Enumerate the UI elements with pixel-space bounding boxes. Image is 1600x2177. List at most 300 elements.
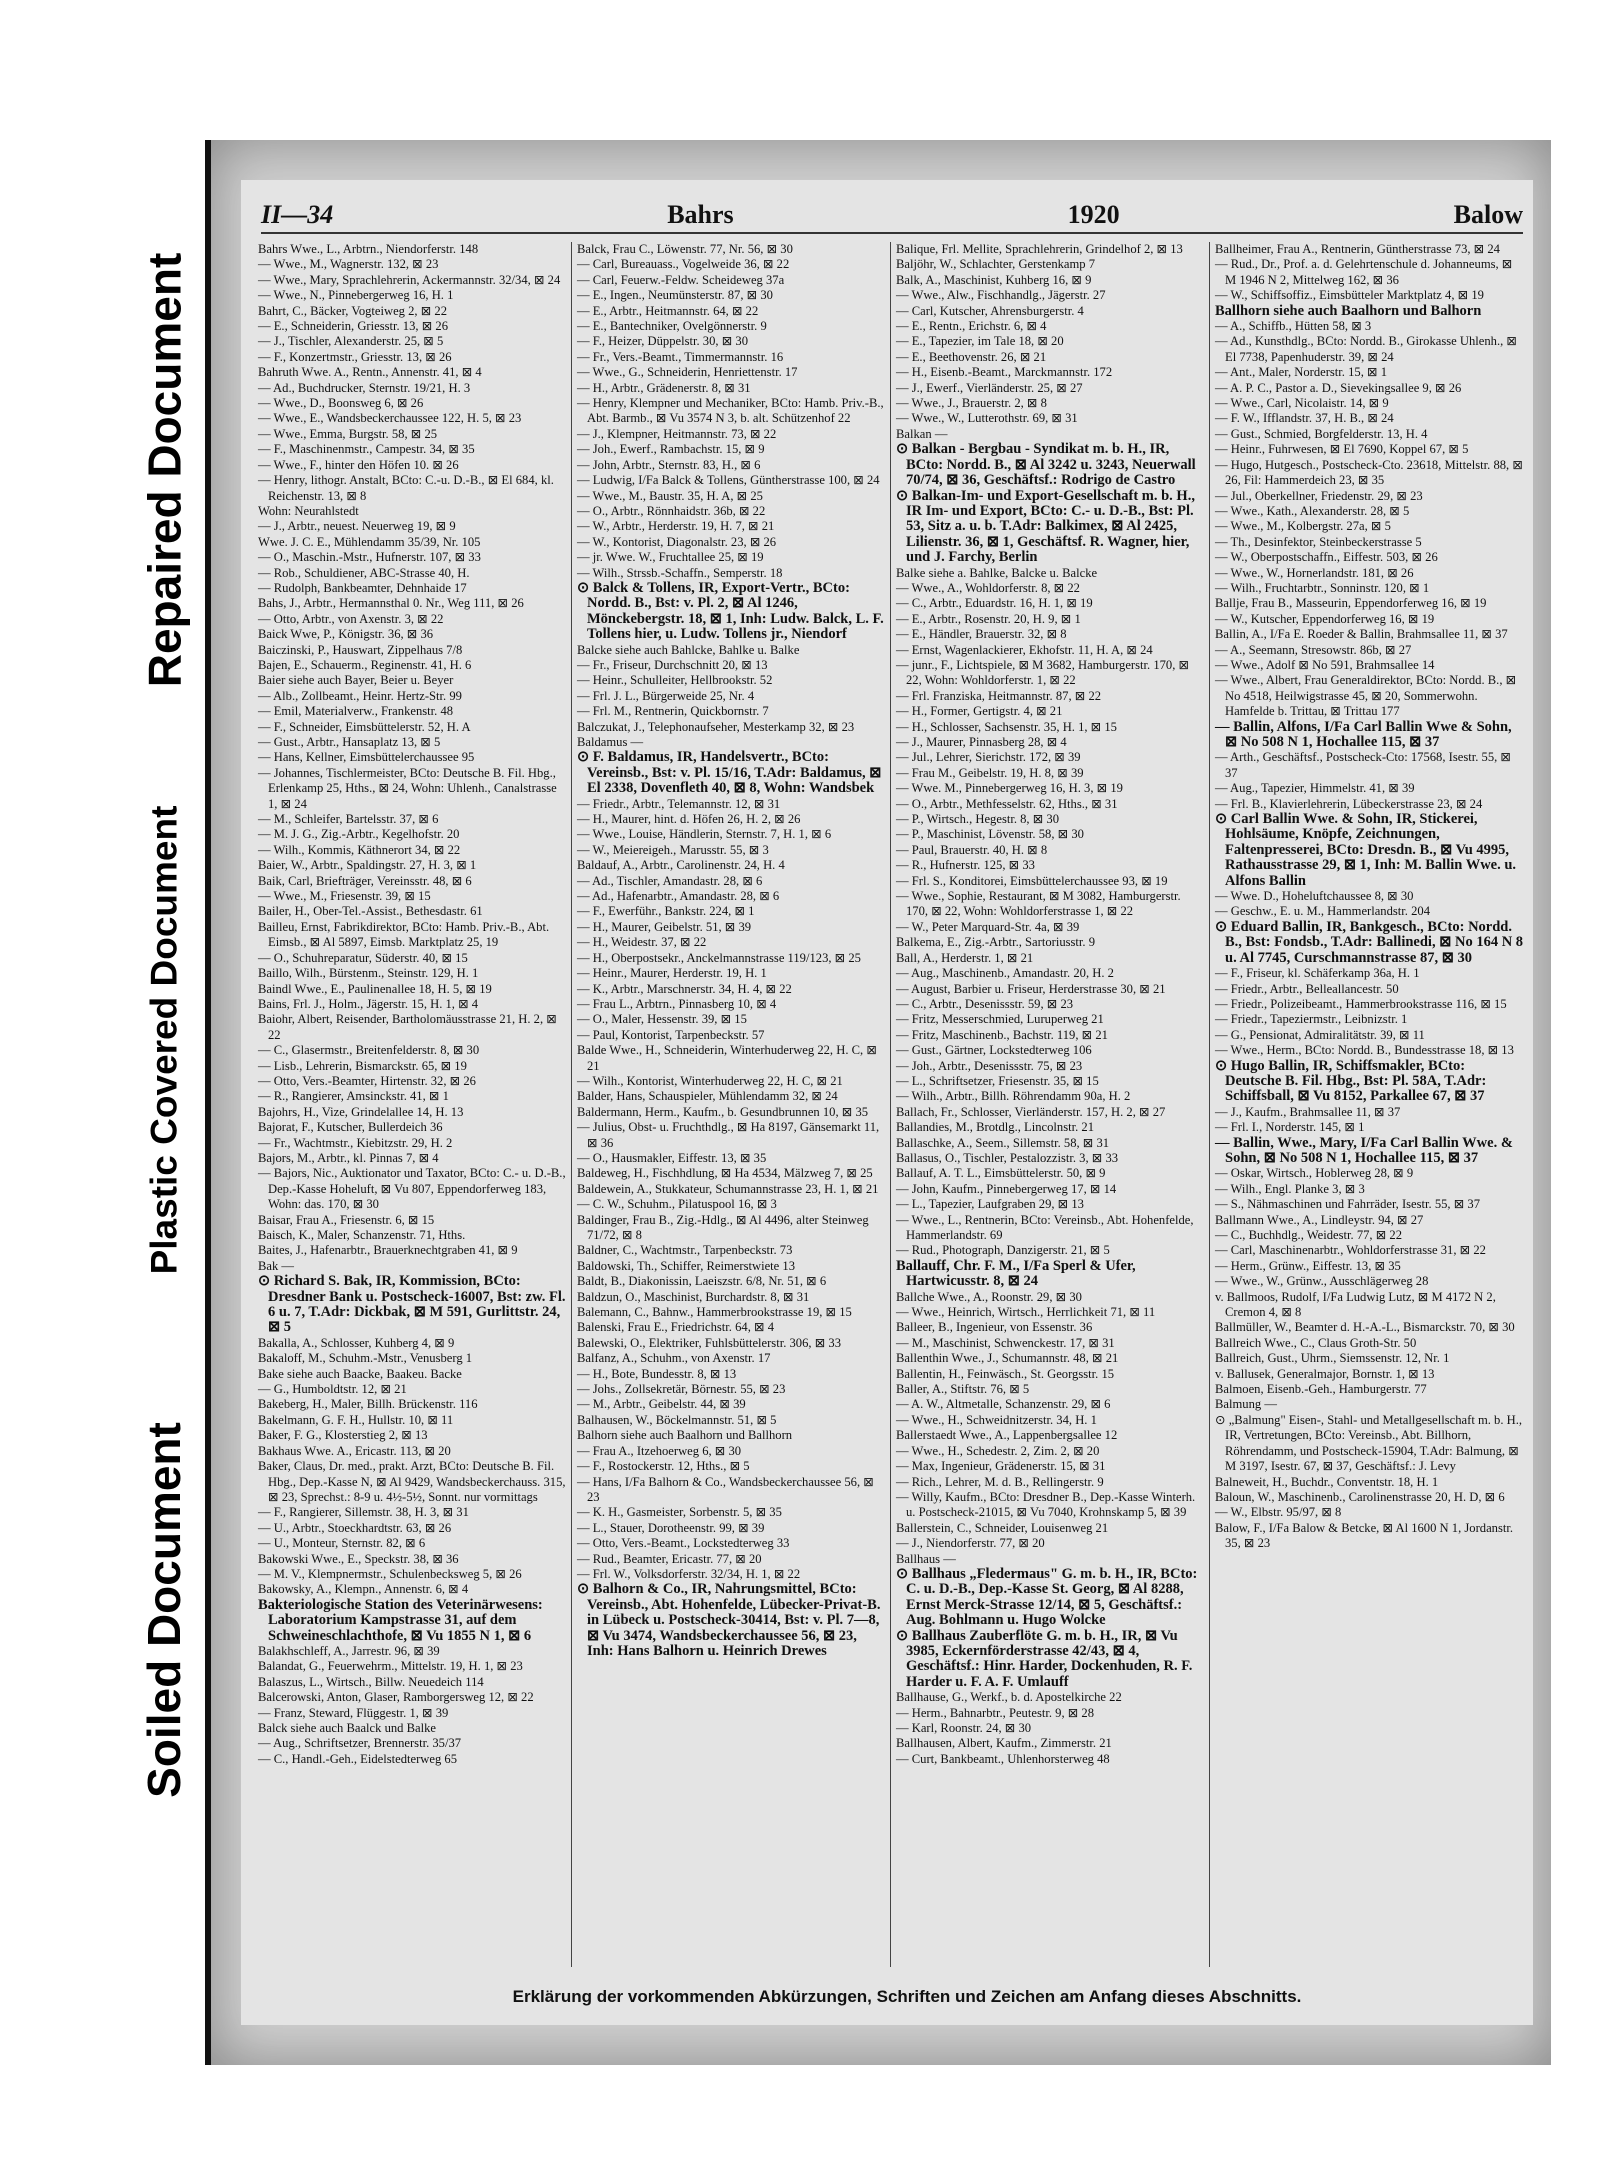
directory-entry: — M., Arbtr., Geibelstr. 44, ⊠ 39 [577, 1397, 746, 1412]
directory-entry: — Wwe., M., Kolbergstr. 27a, ⊠ 5 [1215, 519, 1391, 534]
directory-entry: — F., Rostockerstr. 12, Hths., ⊠ 5 [577, 1459, 750, 1474]
directory-entry: Baldner, C., Wachtmstr., Tarpenbeckstr. 73 [577, 1243, 793, 1258]
label-strip [118, 200, 210, 1880]
directory-entry: — Rob., Schuldiener, ABC-Strasse 40, H. [258, 565, 470, 580]
directory-entry: — Friedr., Polizeibeamt., Hammerbrookstrasse 116, ⊠ 15 [1215, 996, 1507, 1011]
directory-entry: Balde Wwe., H., Schneiderin, Winterhuderweg 22, H. C, ⊠ 21 [577, 1043, 877, 1073]
directory-entry: Bahrt, C., Bäcker, Vogteiweg 2, ⊠ 22 [258, 303, 448, 318]
directory-entry: — Rud., Dr., Prof. a. d. Gelehrtenschule d. Johanneums, ⊠ M 1946 N 2, Mittelweg 162, ⊠ 36 [1215, 257, 1513, 287]
directory-entry: — Ad., Kunsthdlg., BCto: Nordd. B., Girokasse Uhlenh., ⊠ El 7738, Papenhuderstr. 39, ⊠ 24 [1215, 334, 1517, 364]
directory-entry: Baldewein, A., Stukkateur, Schumannstrasse 23, H. 1, ⊠ 21 [577, 1181, 879, 1196]
directory-entry: — Wilh., Kontorist, Winterhuderweg 22, H. C, ⊠ 21 [577, 1073, 843, 1088]
directory-entry: Balenski, Frau E., Friedrichstr. 64, ⊠ 4 [577, 1320, 774, 1335]
directory-entry: — M. V., Klempnermstr., Schulenbecksweg 5, ⊠ 26 [258, 1566, 522, 1581]
directory-entry: Ballach, Fr., Schlosser, Vierländerstr. 157, H. 2, ⊠ 27 [896, 1104, 1166, 1119]
directory-entry: — Emil, Materialverw., Frankenstr. 48 [258, 704, 454, 719]
directory-entry: — W., Peter Marquard-Str. 4a, ⊠ 39 [896, 919, 1080, 934]
directory-entry: ⊙ F. Baldamus, IR, Handelsvertr., BCto: Vereinsb., Bst: v. Pl. 15/16, T.Adr: Baldamus, ⊠ El 2338, Dovenfleth 40, ⊠ 8, Wohn: Wandsbek [577, 749, 882, 797]
directory-entry: — Wwe., Louise, Händlerin, Sternstr. 7, H. 1, ⊠ 6 [577, 827, 832, 842]
directory-entry: — Ernst, Wagenlackierer, Ekhofstr. 11, H. A, ⊠ 24 [896, 642, 1153, 657]
directory-entry: — Arth., Geschäftsf., Postscheck-Cto: 17568, Isestr. 55, ⊠ 37 [1215, 750, 1511, 780]
directory-entry: — Wwe., E., Wandsbeckerchaussee 122, H. 5, ⊠ 23 [258, 411, 522, 426]
directory-entry: — Ad., Hafenarbtr., Amandastr. 28, ⊠ 6 [577, 889, 780, 904]
directory-entry: — J., Klempner, Heitmannstr. 73, ⊠ 22 [577, 426, 777, 441]
directory-entry: — John, Kaufm., Pinnebergerweg 17, ⊠ 14 [896, 1181, 1117, 1196]
directory-entry: Balewski, O., Elektriker, Fuhlsbüttelerstr. 306, ⊠ 33 [577, 1335, 841, 1350]
directory-entry: — Wwe., A., Wohldorferstr. 8, ⊠ 22 [896, 580, 1080, 595]
directory-entry: — Karl, Roonstr. 24, ⊠ 30 [896, 1721, 1032, 1735]
directory-entry: — C., Arbtr., Desenissstr. 59, ⊠ 23 [896, 996, 1074, 1011]
directory-entry: — W., Kontorist, Diagonalstr. 23, ⊠ 26 [577, 534, 777, 549]
directory-entry: Bailer, H., Ober-Tel.-Assist., Bethesdastr. 61 [258, 904, 483, 919]
directory-entry: — August, Barbier u. Friseur, Herderstrasse 30, ⊠ 21 [896, 981, 1166, 996]
directory-entry: v. Ballusek, Generalmajor, Bornstr. 1, ⊠ 13 [1215, 1366, 1435, 1381]
directory-entry: Bakaloff, M., Schuhm.-Mstr., Venusberg 1 [258, 1351, 473, 1366]
header-right-word: Balow [1453, 200, 1523, 229]
directory-entry: — Rudolph, Bankbeamter, Dehnhaide 17 [258, 580, 467, 595]
directory-entry: — Carl, Kutscher, Ahrensburgerstr. 4 [896, 303, 1084, 318]
directory-entry: — Friedr., Arbtr., Telemannstr. 12, ⊠ 31 [577, 796, 781, 811]
directory-entry: — J., Tischler, Alexanderstr. 25, ⊠ 5 [258, 334, 444, 349]
directory-entry: — Hans, Kellner, Eimsbüttelerchaussee 95 [258, 750, 475, 765]
directory-entry: Baller, A., Stiftstr. 76, ⊠ 5 [896, 1382, 1030, 1397]
directory-entry: Bajorat, F., Kutscher, Bullerdeich 36 [258, 1120, 443, 1135]
directory-entry: — Franz, Steward, Flüggestr. 1, ⊠ 39 [258, 1705, 449, 1720]
directory-entry: — Wilh., Strssb.-Schaffn., Semperstr. 18 [577, 565, 783, 580]
directory-entry: Balow, F., I/Fa Balow & Betcke, ⊠ Al 1600 N 1, Jordanstr. 35, ⊠ 23 [1215, 1520, 1514, 1551]
soiled-document-label: Soiled Document [138, 1422, 190, 1798]
directory-entry: — O., Schuhreparatur, Süderstr. 40, ⊠ 15 [258, 950, 468, 965]
directory-entry: Baldermann, Herm., Kaufm., b. Gesundbrunnen 10, ⊠ 35 [577, 1104, 869, 1119]
directory-entry: — Wwe. M., Pinnebergerweg 16, H. 3, ⊠ 19 [896, 781, 1123, 796]
directory-entry: Bakhaus Wwe. A., Ericastr. 113, ⊠ 20 [258, 1443, 451, 1458]
directory-entry: — Aug., Maschinenb., Amandastr. 20, H. 2 [896, 966, 1114, 981]
directory-entry: — Ad., Tischler, Amandastr. 28, ⊠ 6 [577, 873, 763, 888]
directory-entry: — Willy, Kaufm., BCto: Dresdner B., Dep.-Kasse Winterh. u. Postscheck-21015, ⊠ Vu 7040, Krohnskamp 5, ⊠ 39 [896, 1489, 1196, 1520]
directory-entry: — Aug., Schriftsetzer, Brennerstr. 35/37 [258, 1736, 462, 1751]
directory-entry: — Alb., Zollbeamt., Heinr. Hertz-Str. 99 [258, 688, 462, 703]
directory-entry: — C. W., Schuhm., Pilatuspool 16, ⊠ 3 [577, 1197, 777, 1212]
directory-column-1 [253, 242, 572, 1967]
directory-entry: — F., Schneider, Eimsbüttelerstr. 52, H. A [258, 719, 471, 734]
abbreviation-note: Erklärung der vorkommenden Abkürzungen, Schriften und Zeichen am Anfang dieses Abschnitts. [512, 1987, 1302, 2006]
directory-entry: — Julius, Obst- u. Fruchthdlg., ⊠ Ha 8197, Gänsemarkt 11, ⊠ 36 [577, 1120, 880, 1150]
directory-entry: — Wwe., L., Rentnerin, BCto: Vereinsb., Abt. Hohenfelde, Hammerlandstr. 69 [896, 1212, 1194, 1242]
directory-entry: — O., Arbtr., Methfesselstr. 62, Hths., ⊠ 31 [896, 796, 1118, 811]
directory-entry: — L., Tapezier, Laufgraben 29, ⊠ 13 [896, 1197, 1084, 1212]
directory-entry: — Wwe., Albert, Frau Generaldirektor, BCto: Nordd. B., ⊠ No 4518, Heilwigstrasse 45, ⊠ 20, Sommerwohn. Hamfelde b. Trittau, ⊠ Trittau 177 [1215, 673, 1517, 719]
directory-entry: — Ballin, Wwe., Mary, I/Fa Carl Ballin Wwe. & Sohn, ⊠ No 508 N 1, Hochallee 115, ⊠ 37 [1215, 1134, 1513, 1166]
directory-entry: Bakteriologische Station des Veterinärwesens: Laboratorium Kampstrasse 31, auf dem Schweineschlachthofe, ⊠ Vu 1855 N 1, ⊠ 6 [258, 1596, 543, 1644]
page-code: II—34 [261, 200, 334, 229]
directory-entry: — R., Hufnerstr. 125, ⊠ 33 [896, 858, 1035, 873]
directory-entry: Ballche Wwe., A., Roonstr. 29, ⊠ 30 [896, 1289, 1082, 1304]
directory-entry: — F., Rangierer, Sillemstr. 38, H. 3, ⊠ 31 [258, 1505, 469, 1520]
directory-entry: — Fritz, Messerschmied, Luruperweg 21 [896, 1012, 1104, 1027]
directory-entry: — Friedr., Arbtr., Belleallancestr. 50 [1215, 981, 1399, 996]
directory-entry: Balaszus, L., Wirtsch., Billw. Neuedeich 114 [258, 1674, 484, 1689]
directory-entry: — U., Monteur, Sternstr. 82, ⊠ 6 [258, 1536, 426, 1551]
directory-entry: Balemann, C., Bahnw., Hammerbrookstrasse 19, ⊠ 15 [577, 1305, 852, 1320]
directory-entry: Baiohr, Albert, Reisender, Bartholomäusstrasse 21, H. 2, ⊠ 22 [258, 1012, 557, 1042]
directory-entry: Balck, Frau C., Löwenstr. 77, Nr. 56, ⊠ 30 [577, 242, 793, 256]
header-year: 1920 [1067, 200, 1120, 229]
directory-entry: — Frl. M., Rentnerin, Quickbornstr. 7 [577, 704, 769, 719]
directory-entry: Bajors, M., Arbtr., kl. Pinnas 7, ⊠ 4 [258, 1150, 439, 1165]
directory-entry: — G., Pensionat, Admiralitätstr. 39, ⊠ 11 [1215, 1027, 1425, 1042]
directory-entry: Bakeberg, H., Maler, Billh. Brückenstr. 116 [258, 1397, 478, 1412]
directory-entry: — Otto, Arbtr., von Axenstr. 3, ⊠ 22 [258, 611, 444, 626]
directory-entry: Baier siehe auch Bayer, Beier u. Beyer [258, 673, 454, 688]
directory-entry: Ballandies, M., Brotdlg., Lincolnstr. 21 [896, 1120, 1094, 1135]
directory-entry: Ballauff, Chr. F. M., I/Fa Sperl & Ufer, Hartwicusstr. 8, ⊠ 24 [896, 1257, 1136, 1290]
directory-entry: Ballhausen, Albert, Kaufm., Zimmerstr. 21 [896, 1736, 1112, 1751]
directory-entry: Baldamus — [577, 735, 644, 749]
directory-entry: Ballmüller, W., Beamter d. H.-A.-L., Bismarckstr. 70, ⊠ 30 [1215, 1320, 1515, 1335]
directory-entry: — J., Kaufm., Brahmsallee 11, ⊠ 37 [1215, 1104, 1401, 1119]
directory-entry: — Wwe., W., Lutterothstr. 69, ⊠ 31 [896, 411, 1078, 426]
directory-entry: Bahrs Wwe., L., Arbtrn., Niendorferstr. 148 [258, 242, 479, 256]
directory-entry: — junr., F., Lichtspiele, ⊠ M 3682, Hamburgerstr. 170, ⊠ 22, Wohn: Wohldorferstr. 1, ⊠ 22 [896, 657, 1190, 688]
directory-entry: — Carl, Maschinenarbtr., Wohldorferstrasse 31, ⊠ 22 [1215, 1243, 1486, 1258]
directory-entry: — C., Handl.-Geh., Eidelstedterweg 65 [258, 1751, 458, 1766]
directory-entry: — Wwe., Mary, Sprachlehrerin, Ackermannstr. 32/34, ⊠ 24 [258, 272, 561, 287]
directory-entry: — H., Oberpostsekr., Anckelmannstrasse 119/123, ⊠ 25 [577, 950, 861, 965]
directory-entry: Balhausen, W., Böckelmannstr. 51, ⊠ 5 [577, 1412, 777, 1427]
directory-entry: — Frl. I., Norderstr. 145, ⊠ 1 [1215, 1120, 1365, 1135]
directory-entry: Baldauf, A., Arbtr., Carolinenstr. 24, H. 4 [577, 858, 785, 873]
directory-entry: — Wilh., Engl. Planke 3, ⊠ 3 [1215, 1181, 1365, 1196]
directory-entry: — Wilh., Kommis, Käthnerort 34, ⊠ 22 [258, 842, 461, 857]
directory-entry: — Wwe., Kath., Alexanderstr. 28, ⊠ 5 [1215, 503, 1410, 518]
directory-entry: Baisch, K., Maler, Schanzenstr. 71, Hths. [258, 1228, 466, 1242]
directory-entry: — G., Humboldtstr. 12, ⊠ 21 [258, 1382, 407, 1397]
directory-entry: — F., Konzertmstr., Griesstr. 13, ⊠ 26 [258, 349, 452, 364]
directory-entry: Ballreich Wwe., C., Claus Groth-Str. 50 [1215, 1335, 1417, 1350]
directory-entry: Ballaschke, A., Seem., Sillemstr. 58, ⊠ 31 [896, 1135, 1110, 1150]
directory-entry: — Wwe., Sophie, Restaurant, ⊠ M 3082, Hamburgerstr. 170, ⊠ 22, Wohn: Wohldorferstrasse 1, ⊠ 22 [896, 889, 1181, 919]
directory-entry: — Gust., Schmied, Borgfelderstr. 13, H. 4 [1215, 426, 1428, 441]
directory-entry: — Johannes, Tischlermeister, BCto: Deutsche B. Fil. Hbg., Erlenkamp 25, Hths., ⊠ 24, Wohn: Uhlenh., Canalstrasse 1, ⊠ 24 [258, 765, 557, 811]
directory-entry: ⊙ Richard S. Bak, IR, Kommission, BCto: Dresdner Bank u. Postscheck-16007, Bst: zw. Fl. 6 u. 7, T.Adr: Dickbak, ⊠ M 591, Gurlittstr. 24, ⊠ 5 [258, 1273, 566, 1336]
directory-entry: — J., Arbtr., neuest. Neuerweg 19, ⊠ 9 [258, 519, 456, 534]
directory-entry: Ballmann Wwe., A., Lindleystr. 94, ⊠ 27 [1215, 1212, 1424, 1227]
directory-entry: — E., Beethovenstr. 26, ⊠ 21 [896, 349, 1047, 364]
directory-entry: — jr. Wwe. W., Fruchtallee 25, ⊠ 19 [577, 550, 764, 565]
directory-columns [253, 242, 1529, 1967]
directory-entry: — F., Heizer, Düppelstr. 30, ⊠ 30 [577, 334, 748, 349]
directory-entry: — Henry, lithogr. Anstalt, BCto: C.-u. D.-B., ⊠ El 684, kl. Reichenstr. 13, ⊠ 8 [258, 473, 554, 503]
directory-entry: Bailleu, Ernst, Fabrikdirektor, BCto: Hamb. Priv.-B., Abt. Eimsb., ⊠ Al 5897, Eimsb. Marktplatz 25, 19 [258, 919, 550, 950]
directory-entry: — Wwe., F., hinter den Höfen 10. ⊠ 26 [258, 457, 459, 472]
directory-entry: — E., Rentn., Erichstr. 6, ⊠ 4 [896, 319, 1047, 334]
directory-entry: Bake siehe auch Baacke, Baakeu. Backe [258, 1366, 462, 1381]
directory-entry: — Fr., Friseur, Durchschnitt 20, ⊠ 13 [577, 657, 768, 672]
directory-entry: ⊙ Ballhaus „Fledermaus" G. m. b. H., IR, BCto: C. u. D.-B., Dep.-Kasse St. Georg, ⊠ Al 8288, Ernst Merck-Strasse 12/14, ⊠ 5, Geschäftsf.: Aug. Bohlmann u. Hugo Wolcke [896, 1565, 1198, 1629]
directory-entry: — Geschw., E. u. M., Hammerlandstr. 204 [1215, 904, 1430, 919]
directory-entry: — J., Maurer, Pinnasberg 28, ⊠ 4 [896, 735, 1067, 749]
directory-entry: Balmoen, Eisenb.-Geh., Hamburgerstr. 77 [1215, 1382, 1427, 1397]
directory-entry: — Th., Desinfektor, Steinbeckerstrasse 5 [1215, 534, 1422, 549]
directory-entry: Baldeweg, H., Fischhdlung, ⊠ Ha 4534, Mälzweg 7, ⊠ 25 [577, 1166, 873, 1181]
directory-entry: Wohn: Neurahlstedt [258, 503, 359, 518]
directory-entry: Balandat, G., Feuerwehrm., Mittelstr. 19, H. 1, ⊠ 23 [258, 1659, 523, 1674]
directory-entry: — Wwe., W., Hornerlandstr. 181, ⊠ 26 [1215, 565, 1414, 580]
directory-entry: — Wwe., M., Friesenstr. 39, ⊠ 15 [258, 889, 431, 904]
directory-entry: Bakowsky, A., Klempn., Annenstr. 6, ⊠ 4 [258, 1582, 469, 1597]
plastic-covered-document-label: Plastic Covered Document [143, 805, 184, 1275]
directory-entry: — Rich., Lehrer, M. d. B., Rellingerstr. 9 [896, 1474, 1104, 1489]
directory-entry: — O., Hausmakler, Eiffestr. 13, ⊠ 35 [577, 1150, 767, 1165]
directory-entry: — Frl. B., Klavierlehrerin, Lübeckerstrasse 23, ⊠ 24 [1215, 796, 1483, 811]
directory-entry: — M. J. G., Zig.-Arbtr., Kegelhofstr. 20 [258, 827, 460, 842]
directory-entry: — U., Arbtr., Stoeckhardtstr. 63, ⊠ 26 [258, 1520, 452, 1535]
directory-entry: — Paul, Brauerstr. 40, H. ⊠ 8 [896, 842, 1048, 857]
directory-entry: — Rud., Beamter, Ericastr. 77, ⊠ 20 [577, 1551, 762, 1566]
directory-entry: — Wwe., Heinrich, Wirtsch., Herrlichkeit 71, ⊠ 11 [896, 1305, 1156, 1320]
directory-entry: — Wwe., D., Boonsweg 6, ⊠ 26 [258, 396, 424, 411]
directory-entry: — O., Maler, Hessenstr. 39, ⊠ 15 [577, 1012, 747, 1027]
directory-entry: — Frl. S., Konditorei, Eimsbüttelerchaussee 93, ⊠ 19 [896, 873, 1168, 888]
directory-entry: Balfanz, A., Schuhm., von Axenstr. 17 [577, 1351, 771, 1366]
directory-entry: — Wwe., G., Schneiderin, Henriettenstr. 17 [577, 365, 798, 380]
directory-entry: — Max, Ingenieur, Grädenerstr. 15, ⊠ 31 [896, 1459, 1106, 1474]
directory-entry: — Oskar, Wirtsch., Hoblerweg 28, ⊠ 9 [1215, 1166, 1414, 1181]
directory-entry: — H., Maurer, hint. d. Höfen 26, H. 2, ⊠ 26 [577, 812, 801, 827]
directory-entry: — Heinr., Maurer, Herderstr. 19, H. 1 [577, 966, 767, 981]
directory-entry: Bahruth Wwe. A., Rentn., Annenstr. 41, ⊠ 4 [258, 365, 482, 380]
directory-entry: Baites, J., Hafenarbtr., Brauerknechtgraben 41, ⊠ 9 [258, 1243, 518, 1258]
directory-entry: Baik, Carl, Briefträger, Vereinsstr. 48, ⊠ 6 [258, 873, 472, 888]
directory-entry: Ballauf, A. T. L., Eimsbüttelerstr. 50, ⊠ 9 [896, 1166, 1106, 1181]
directory-entry: Bakelmann, G. F. H., Hullstr. 10, ⊠ 11 [258, 1412, 454, 1427]
directory-entry: ⊙ Balck & Tollens, IR, Export-Vertr., BCto: Nordd. B., Bst: v. Pl. 2, ⊠ Al 1246, Mönckebergstr. 18, ⊠ 1, Inh: Ludw. Balck, L. F. Tollens hier, u. Ludw. Tollens jr., Niendorf [577, 579, 884, 643]
directory-entry: — O., Arbtr., Rönnhaidstr. 36b, ⊠ 22 [577, 503, 766, 518]
directory-entry: — Wwe., Adolf ⊠ No 591, Brahmsallee 14 [1215, 657, 1435, 672]
directory-entry: Wwe. J. C. E., Mühlendamm 35/39, Nr. 105 [258, 534, 481, 549]
directory-entry: Ballhaus — [896, 1551, 956, 1566]
directory-entry: Balcke siehe auch Bahlcke, Bahlke u. Balke [577, 642, 800, 657]
directory-entry: Balkan — [896, 426, 948, 441]
directory-entry: Baldzun, O., Maschinist, Burchardstr. 8, ⊠ 31 [577, 1289, 810, 1304]
directory-entry: — E., Händler, Brauerstr. 32, ⊠ 8 [896, 627, 1067, 642]
directory-entry: — O., Maschin.-Mstr., Hufnerstr. 107, ⊠ 33 [258, 550, 481, 565]
directory-entry: — Wwe. D., Hoheluftchaussee 8, ⊠ 30 [1215, 889, 1414, 904]
directory-entry: — Curt, Bankbeamt., Uhlenhorsterweg 48 [896, 1751, 1110, 1766]
directory-entry: — J., Ewerf., Vierländerstr. 25, ⊠ 27 [896, 380, 1083, 395]
directory-entry: — A. P. C., Pastor a. D., Sievekingsallee 9, ⊠ 26 [1215, 380, 1462, 395]
directory-entry: — Wilh., Arbtr., Billh. Röhrendamm 90a, H. 2 [896, 1089, 1131, 1104]
directory-entry: Balleer, B., Ingenieur, von Essenstr. 36 [896, 1320, 1093, 1335]
directory-entry: — E., Ingen., Neumünsterstr. 87, ⊠ 30 [577, 288, 773, 303]
directory-entry: — Jul., Oberkellner, Friedenstr. 29, ⊠ 23 [1215, 488, 1423, 503]
directory-entry: Ballasus, O., Tischler, Pestalozzistr. 3, ⊠ 33 [896, 1150, 1119, 1165]
directory-entry: — Lisb., Lehrerin, Bismarckstr. 65, ⊠ 19 [258, 1058, 467, 1073]
directory-entry: Ballhorn siehe auch Baalhorn und Balhorn [1215, 302, 1482, 319]
directory-column-2 [572, 242, 891, 1967]
directory-entry: — S., Nähmaschinen und Fahrräder, Isestr. 55, ⊠ 37 [1215, 1197, 1481, 1212]
directory-entry: — Wwe., J., Brauerstr. 2, ⊠ 8 [896, 396, 1047, 411]
header-left-word: Bahrs [667, 200, 734, 229]
directory-entry: ⊙ Carl Ballin Wwe. & Sohn, IR, Stickerei, Hohlsäume, Knöpfe, Zeichnungen, Faltenpresserei, BCto: Dresdn. B., ⊠ Vu 4995, Rathausstrasse 29, ⊠ 1, Inh: M. Ballin Wwe. u. Alfons Ballin [1215, 811, 1517, 889]
directory-entry: — Bajors, Nic., Auktionator und Taxator, BCto: C.- u. D.-B., Dep.-Kasse Hoheluft, ⊠ Vu 807, Eppendorferweg 183, Wohn: das. 170, ⊠ 30 [258, 1166, 566, 1212]
directory-entry: — Joh., Arbtr., Desenissstr. 75, ⊠ 23 [896, 1058, 1083, 1073]
directory-entry: ⊙ Hugo Ballin, IR, Schiffsmakler, BCto: Deutsche B. Fil. Hbg., Bst: Pl. 58A, T.Adr: Schiffsball, ⊠ Vu 8152, Parkallee 67, ⊠ 37 [1215, 1057, 1487, 1105]
directory-entry: — Fr., Vers.-Beamt., Timmermannstr. 16 [577, 349, 784, 364]
directory-entry: — Wwe., Herm., BCto: Nordd. B., Bundesstrasse 18, ⊠ 13 [1215, 1043, 1514, 1058]
directory-entry: — Wwe., H., Schedestr. 2, Zim. 2, ⊠ 20 [896, 1443, 1100, 1458]
directory-entry: — Rud., Photograph, Danzigerstr. 21, ⊠ 5 [896, 1243, 1110, 1258]
directory-entry: Balcerowski, Anton, Glaser, Ramborgersweg 12, ⊠ 22 [258, 1690, 534, 1705]
directory-entry: — Aug., Tapezier, Himmelstr. 41, ⊠ 39 [1215, 781, 1415, 796]
directory-entry: — Fr., Wachtmstr., Kiebitzstr. 29, H. 2 [258, 1135, 453, 1150]
directory-entry: Baick Wwe, P., Königstr. 36, ⊠ 36 [258, 627, 434, 642]
directory-entry: — Ludwig, I/Fa Balck & Tollens, Güntherstrasse 100, ⊠ 24 [577, 473, 880, 488]
scanned-page [205, 140, 1551, 2065]
directory-entry: — Frl. Franziska, Heitmannstr. 87, ⊠ 22 [896, 688, 1102, 703]
directory-entry: — L., Schriftsetzer, Friesenstr. 35, ⊠ 15 [896, 1073, 1099, 1088]
directory-entry: Ballhause, G., Werkf., b. d. Apostelkirche 22 [896, 1690, 1122, 1705]
directory-entry: — F. W., Ifflandstr. 37, H. B., ⊠ 24 [1215, 411, 1394, 426]
directory-entry: — Ad., Buchdrucker, Sternstr. 19/21, H. 3 [258, 380, 471, 395]
directory-entry: Ballje, Frau B., Masseurin, Eppendorferweg 16, ⊠ 19 [1215, 596, 1487, 611]
directory-entry: ⊙ Eduard Ballin, IR, Bankgesch., BCto: Nordd. B., Bst: Fondsb., T.Adr: Ballinedi, ⊠ No 164 N 8 u. Al 7745, Curschmannstrasse 87, ⊠ 30 [1215, 918, 1524, 966]
directory-entry: — H., Weidestr. 37, ⊠ 22 [577, 935, 707, 950]
directory-entry: — Wwe., Carl, Nicolaistr. 14, ⊠ 9 [1215, 396, 1389, 411]
directory-entry: — Wwe., M., Baustr. 35, H. A, ⊠ 25 [577, 488, 763, 503]
directory-entry: — Jul., Lehrer, Sierichstr. 172, ⊠ 39 [896, 750, 1081, 765]
directory-entry: — Ant., Maler, Norderstr. 15, ⊠ 1 [1215, 365, 1387, 380]
directory-entry: — W., Kutscher, Eppendorferweg 16, ⊠ 19 [1215, 611, 1435, 626]
directory-entry: — H., Maurer, Geibelstr. 51, ⊠ 39 [577, 919, 752, 934]
directory-entry: — M., Schleifer, Bartelsstr. 37, ⊠ 6 [258, 812, 439, 827]
directory-entry: — Frl. W., Volksdorferstr. 32/34, H. 1, ⊠ 22 [577, 1566, 801, 1581]
directory-entry: — W., Meiereigeh., Marusstr. 55, ⊠ 3 [577, 842, 769, 857]
directory-entry: Baldinger, Frau B., Zig.-Hdlg., ⊠ Al 4496, alter Steinweg 71/72, ⊠ 8 [577, 1212, 869, 1242]
directory-entry: — Heinr., Schulleiter, Hellbrookstr. 52 [577, 673, 773, 688]
directory-entry: — W., Arbtr., Herderstr. 19, H. 7, ⊠ 21 [577, 519, 775, 534]
directory-entry: Balakhschleff, A., Jarrestr. 96, ⊠ 39 [258, 1643, 440, 1658]
directory-entry: — E., Bantechniker, Ovelgönnerstr. 9 [577, 319, 767, 334]
directory-entry: — Herm., Grünw., Eiffestr. 13, ⊠ 35 [1215, 1258, 1401, 1273]
directory-entry: Bains, Frl. J., Holm., Jägerstr. 15, H. 1, ⊠ 4 [258, 996, 479, 1011]
page-body [241, 180, 1533, 2025]
directory-entry: Balke siehe a. Bahlke, Balcke u. Balcke [896, 565, 1098, 580]
directory-entry: Balck siehe auch Baalck und Balke [258, 1721, 436, 1735]
directory-entry: — Frau A., Itzehoerweg 6, ⊠ 30 [577, 1443, 742, 1458]
directory-entry: — Gust., Gärtner, Lockstedterweg 106 [896, 1043, 1092, 1058]
directory-entry: — Joh., Ewerf., Rambachstr. 15, ⊠ 9 [577, 442, 765, 457]
directory-entry: — E., Arbtr., Rosenstr. 20, H. 9, ⊠ 1 [896, 611, 1081, 626]
directory-entry: Baldowski, Th., Schiffer, Reimerstwiete 13 [577, 1258, 795, 1273]
directory-entry: — Otto, Vers.-Beamt., Lockstedterweg 33 [577, 1536, 790, 1551]
directory-entry: Baldt, B., Diakonissin, Laeiszstr. 6/8, Nr. 51, ⊠ 6 [577, 1274, 827, 1289]
directory-entry: — H., Bote, Bundesstr. 8, ⊠ 13 [577, 1366, 737, 1381]
directory-entry: — Gust., Arbtr., Hansaplatz 13, ⊠ 5 [258, 735, 441, 749]
directory-entry: Ballin, A., I/Fa E. Roeder & Ballin, Brahmsallee 11, ⊠ 37 [1215, 627, 1508, 642]
directory-entry: — Frl. J. L., Bürgerweide 25, Nr. 4 [577, 688, 755, 703]
directory-entry: — Carl, Feuerw.-Feldw. Scheideweg 37a [577, 272, 785, 287]
directory-entry: ⊙ Ballhaus Zauberflöte G. m. b. H., IR, ⊠ Vu 3985, Eckernförderstrasse 42/43, ⊠ 4, Geschäftsf.: Hinr. Harder, Dockenhuden, R. F. Harder u. F. A. F. Umlauff [896, 1627, 1193, 1690]
directory-entry: Bak — [258, 1258, 295, 1273]
directory-entry: ⊙ Balkan - Bergbau - Syndikat m. b. H., IR, BCto: Nordd. B., ⊠ Al 3242 u. 3243, Neuerwall 70/74, ⊠ 36, Geschäftsf.: Rodrigo de Castro [896, 441, 1196, 489]
directory-entry: — W., Oberpostschaffn., Eiffestr. 503, ⊠ 26 [1215, 550, 1438, 565]
directory-entry: — C., Buchhdlg., Weidestr. 77, ⊠ 22 [1215, 1228, 1403, 1242]
directory-entry: — Herm., Bahnarbtr., Peutestr. 9, ⊠ 28 [896, 1705, 1095, 1720]
directory-entry: — Wwe., Alw., Fischhandlg., Jägerstr. 27 [896, 288, 1106, 303]
directory-entry: Bakalla, A., Schlosser, Kuhberg 4, ⊠ 9 [258, 1335, 455, 1350]
directory-entry: Baker, Claus, Dr. med., prakt. Arzt, BCto: Deutsche B. Fil. Hbg., Dep.-Kasse N, ⊠ Al 9429, Wandsbeckerchauss. 315, ⊠ 23, Sprechst.: 8-9 u. 4½-5½, Sonnt. nur vormittags [258, 1459, 566, 1504]
directory-entry: — Wwe., H., Schweidnitzerstr. 34, H. 1 [896, 1412, 1097, 1427]
directory-entry: — H., Arbtr., Grädenerstr. 8, ⊠ 31 [577, 380, 751, 395]
directory-entry: Balkema, E., Zig.-Arbtr., Sartoriusstr. 9 [896, 935, 1096, 950]
directory-entry: Baker, F. G., Klosterstieg 2, ⊠ 13 [258, 1428, 428, 1443]
directory-entry: — Johs., Zollsekretär, Börnestr. 55, ⊠ 23 [577, 1382, 786, 1397]
directory-entry: — Paul, Kontorist, Tarpenbeckstr. 57 [577, 1027, 765, 1042]
directory-entry: Ballerstein, C., Schneider, Louisenweg 21 [896, 1520, 1109, 1535]
directory-entry: Bahs, J., Arbtr., Hermannsthal 0. Nr., Weg 111, ⊠ 26 [258, 596, 524, 611]
directory-entry: ⊙ Balhorn & Co., IR, Nahrungsmittel, BCto: Vereinsb., Abt. Hohenfelde, Lübecker-Privat-B. in Lübeck u. Postscheck-30414, Bst: v. Pl. 7—8, ⊠ Vu 3474, Wandsbeckerchaussee 56, ⊠ 23, Inh: Hans Balhorn u. Heinrich Drewes [577, 1581, 881, 1659]
directory-entry: — Wwe., W., Grünw., Ausschlägerweg 28 [1215, 1274, 1429, 1289]
directory-entry: — Wwe., N., Pinnebergerweg 16, H. 1 [258, 288, 454, 303]
directory-entry: — P., Wirtsch., Hegestr. 8, ⊠ 30 [896, 812, 1060, 827]
directory-entry: Baisar, Frau A., Friesenstr. 6, ⊠ 15 [258, 1212, 435, 1227]
directory-entry: — Friedr., Tapeziermstr., Leibnizstr. 1 [1215, 1012, 1408, 1027]
directory-entry: Balneweit, H., Buchdr., Conventstr. 18, H. 1 [1215, 1474, 1439, 1489]
directory-entry: — Carl, Bureauass., Vogelweide 36, ⊠ 22 [577, 257, 790, 272]
directory-entry: Baljöhr, W., Schlachter, Gerstenkamp 7 [896, 257, 1096, 272]
directory-entry: Ball, A., Herderstr. 1, ⊠ 21 [896, 950, 1034, 965]
directory-entry: — A. W., Altmetalle, Schanzenstr. 29, ⊠ 6 [896, 1397, 1111, 1412]
directory-column-3 [891, 242, 1210, 1967]
directory-entry: — John, Arbtr., Sternstr. 83, H., ⊠ 6 [577, 457, 761, 472]
directory-entry: Ballheimer, Frau A., Rentnerin, Güntherstrasse 73, ⊠ 24 [1215, 242, 1500, 256]
directory-entry: — W., Elbstr. 95/97, ⊠ 8 [1215, 1505, 1342, 1520]
directory-entry: — C., Arbtr., Eduardstr. 16, H. 1, ⊠ 19 [896, 596, 1093, 611]
directory-entry: — J., Niendorferstr. 77, ⊠ 20 [896, 1536, 1045, 1551]
directory-entry: — F., Maschinenmstr., Campestr. 34, ⊠ 35 [258, 442, 475, 457]
directory-entry: — K., Arbtr., Marschnerstr. 34, H. 4, ⊠ 22 [577, 981, 792, 996]
directory-entry: — W., Schiffsoffiz., Eimsbütteler Marktplatz 4, ⊠ 19 [1215, 288, 1484, 303]
directory-entry: — Frau M., Geibelstr. 19, H. 8, ⊠ 39 [896, 765, 1084, 780]
directory-entry: — A., Schiffb., Hütten 58, ⊠ 3 [1215, 319, 1372, 334]
directory-entry: Balique, Frl. Mellite, Sprachlehrerin, Grindelhof 2, ⊠ 13 [896, 242, 1183, 256]
directory-entry: — M., Maschinist, Schwenckestr. 17, ⊠ 31 [896, 1335, 1115, 1350]
directory-entry: — Otto, Vers.-Beamter, Hirtenstr. 32, ⊠ 26 [258, 1073, 476, 1088]
directory-entry: — Hans, I/Fa Balhorn & Co., Wandsbeckerchaussee 56, ⊠ 23 [577, 1474, 874, 1504]
directory-entry: — C., Glasermstr., Breitenfelderstr. 8, ⊠ 30 [258, 1043, 480, 1058]
directory-entry: Ballenthin Wwe., J., Schumannstr. 48, ⊠ 21 [896, 1351, 1119, 1366]
directory-entry: — L., Stauer, Dorotheenstr. 99, ⊠ 39 [577, 1520, 765, 1535]
directory-entry: Baiczinski, P., Hauswart, Zippelhaus 7/8 [258, 642, 463, 657]
directory-entry: — Wilh., Fruchtarbtr., Sonninstr. 120, ⊠ 1 [1215, 580, 1430, 595]
directory-entry: Baier, W., Arbtr., Spaldingstr. 27, H. 3, ⊠ 1 [258, 858, 477, 873]
directory-entry: — Henry, Klempner und Mechaniker, BCto: Hamb. Priv.-B., Abt. Barmb., ⊠ Vu 3574 N 3, b. alt. Schützenhof 22 [577, 396, 884, 426]
directory-entry: Baillo, Wilh., Bürstenm., Steinstr. 129, H. 1 [258, 966, 479, 981]
directory-entry: Balmung — [1215, 1397, 1277, 1412]
directory-entry: — E., Schneiderin, Griesstr. 13, ⊠ 26 [258, 319, 448, 334]
directory-entry: — Wwe., Emma, Burgstr. 58, ⊠ 25 [258, 426, 438, 441]
directory-entry: Baloun, W., Maschinenb., Carolinenstrasse 20, H. D, ⊠ 6 [1215, 1489, 1505, 1504]
directory-entry: Balhorn siehe auch Baalhorn und Ballhorn [577, 1428, 793, 1443]
directory-entry: — A., Seemann, Stresowstr. 86b, ⊠ 27 [1215, 642, 1412, 657]
directory-entry: — E., Tapezier, im Tale 18, ⊠ 20 [896, 334, 1064, 349]
directory-entry: Bajohrs, H., Vize, Grindelallee 14, H. 13 [258, 1104, 464, 1119]
directory-entry: — Heinr., Fuhrwesen, ⊠ El 7690, Koppel 67, ⊠ 5 [1215, 442, 1469, 457]
directory-entry: Ballerstaedt Wwe., A., Lappenbergsallee 12 [896, 1428, 1118, 1443]
directory-entry: — H., Schlosser, Sachsenstr. 35, H. 1, ⊠ 15 [896, 719, 1117, 734]
directory-entry: — K. H., Gasmeister, Sorbenstr. 5, ⊠ 35 [577, 1505, 782, 1520]
